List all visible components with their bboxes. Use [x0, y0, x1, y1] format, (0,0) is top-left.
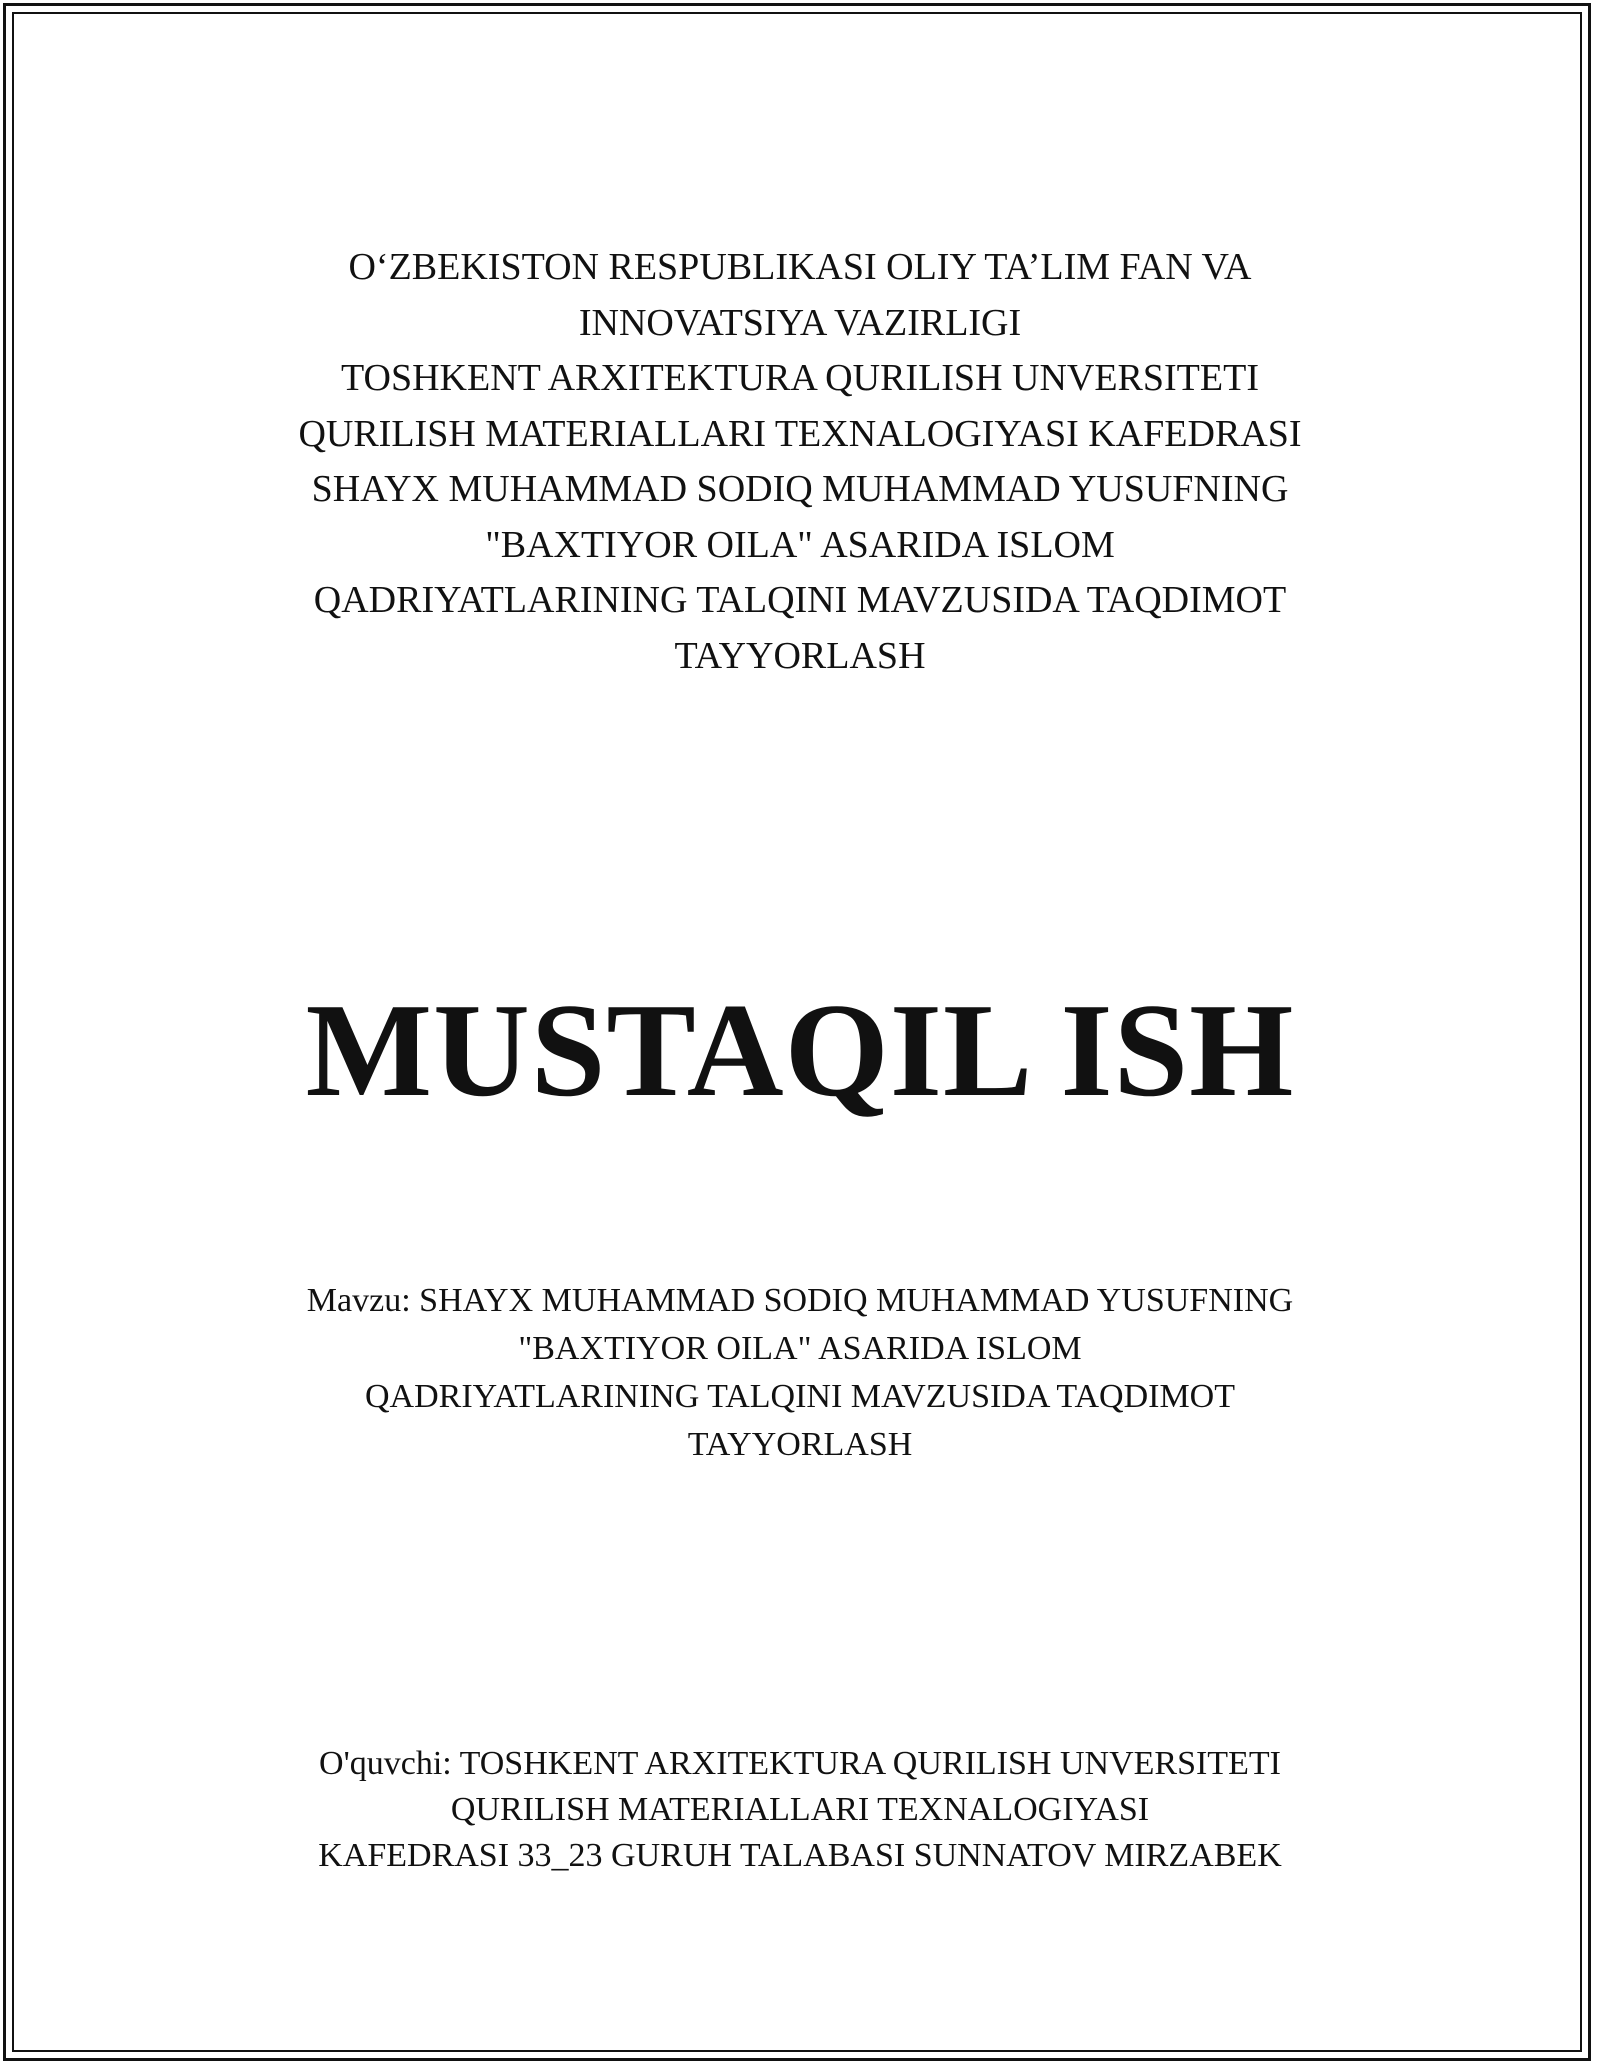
header-line: "BAXTIYOR OILA" ASARIDA ISLOM — [485, 523, 1115, 566]
header-line: O‘ZBEKISTON RESPUBLIKASI OLIY TA’LIM FAN VA — [348, 246, 1252, 288]
topic-line: "BAXTIYOR OILA" ASARIDA ISLOM — [518, 1330, 1082, 1367]
topic-block — [0, 1277, 1600, 1469]
document-title: MUSTAQIL ISH — [305, 976, 1295, 1124]
topic-line: QADRIYATLARINING TALQINI MAVZUSIDA TAQDIMOT — [364, 1378, 1236, 1415]
student-line: O'quvchi: TOSHKENT ARXITEKTURA QURILISH UNVERSITETI — [319, 1745, 1281, 1782]
header-line: TAYYORLASH — [674, 634, 926, 677]
header-line: QADRIYATLARINING TALQINI MAVZUSIDA TAQDIMOT — [313, 579, 1287, 621]
topic-line: Mavzu: SHAYX MUHAMMAD SODIQ MUHAMMAD YUSUFNING — [306, 1282, 1294, 1319]
header-line: QURILISH MATERIALLARI TEXNALOGIYASI KAFEDRASI — [298, 412, 1302, 455]
header-line: SHAYX MUHAMMAD SODIQ MUHAMMAD YUSUFNING — [311, 468, 1289, 510]
header-line: TOSHKENT ARXITEKTURA QURILISH UNVERSITETI — [341, 357, 1259, 399]
student-info — [0, 1741, 1600, 1879]
header-line: INNOVATSIYA VAZIRLIGI — [578, 301, 1022, 344]
topic-line: TAYYORLASH — [687, 1426, 913, 1463]
student-line: KAFEDRASI 33_23 GURUH TALABASI SUNNATOV MIRZABEK — [318, 1837, 1282, 1874]
ministry-header — [0, 240, 1600, 684]
student-line: QURILISH MATERIALLARI TEXNALOGIYASI — [450, 1791, 1150, 1828]
